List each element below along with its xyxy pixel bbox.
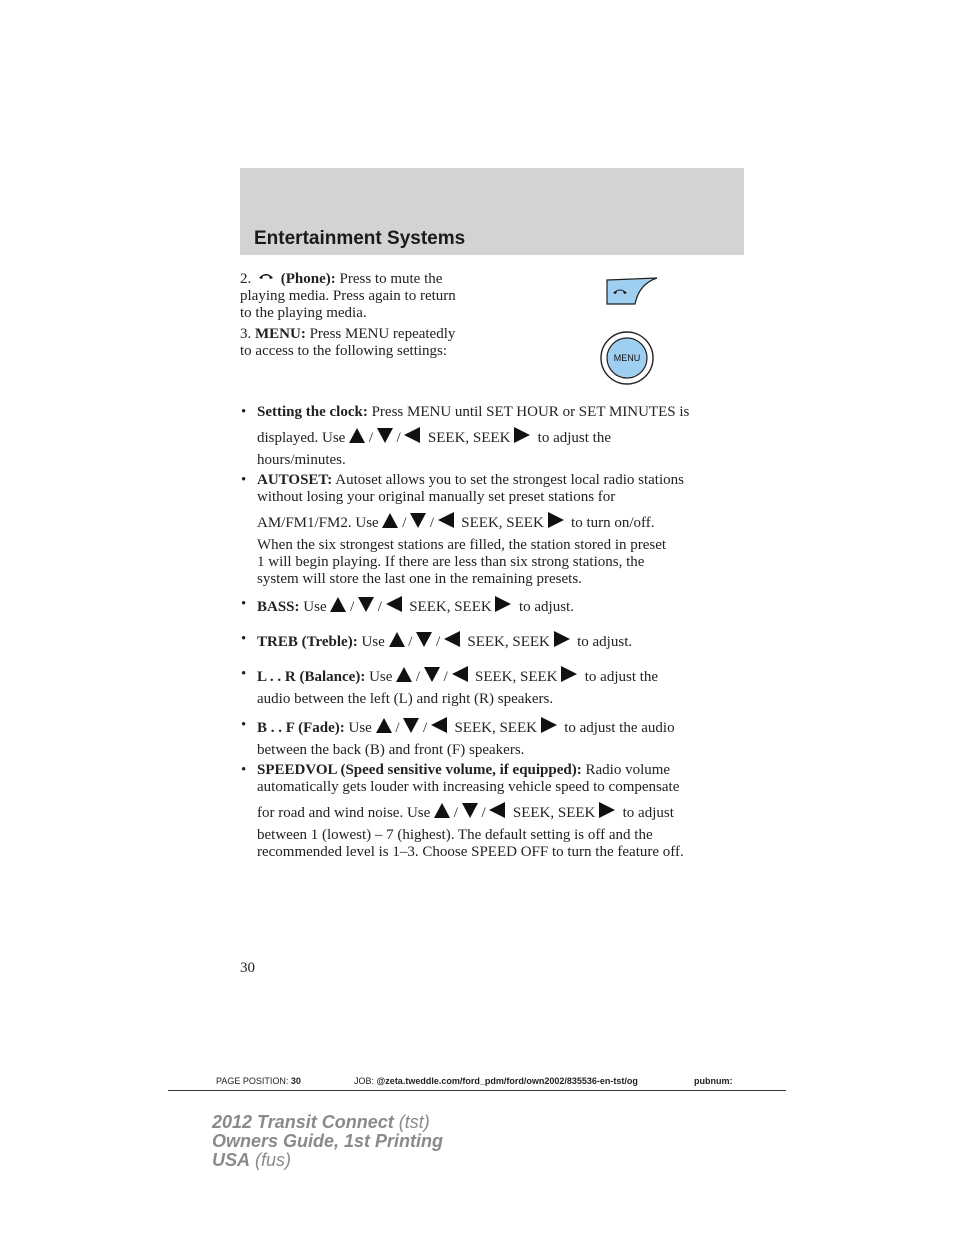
footer-divider xyxy=(168,1090,786,1091)
right-arrow-icon xyxy=(561,666,577,682)
down-arrow-icon xyxy=(403,718,419,733)
up-arrow-icon xyxy=(434,803,450,818)
right-arrow-icon xyxy=(548,512,564,528)
right-arrow-icon xyxy=(495,596,511,612)
section-title: Entertainment Systems xyxy=(254,228,466,249)
footer-job: JOB: @zeta.tweddle.com/ford_pdm/ford/own2002/835536-en-tst/og xyxy=(354,1076,638,1086)
right-arrow-icon xyxy=(541,717,557,733)
down-arrow-icon xyxy=(377,428,393,443)
menu-button-label: MENU xyxy=(613,353,641,363)
balance-item: L . . R (Balance): Use / / SEEK, SEEK to adjust the audio between the left (L) and right (R) speakers. xyxy=(257,666,747,708)
menu-button-illustration xyxy=(599,330,655,386)
up-arrow-icon xyxy=(376,718,392,733)
treble-item: TREB (Treble): Use / / SEEK, SEEK to adjust. xyxy=(257,631,747,651)
left-arrow-icon xyxy=(404,427,420,443)
down-arrow-icon xyxy=(462,803,478,818)
up-arrow-icon xyxy=(382,513,398,528)
phone-item: 2. (Phone): Press to mute the playing media. Press again to return to the playing media. xyxy=(240,271,456,321)
up-arrow-icon xyxy=(330,597,346,612)
bass-item: BASS: Use / / SEEK, SEEK to adjust. xyxy=(257,596,747,616)
phone-button-illustration xyxy=(605,276,661,306)
right-arrow-icon xyxy=(514,427,530,443)
right-arrow-icon xyxy=(599,802,615,818)
section-header xyxy=(240,168,744,255)
footer-page-position: PAGE POSITION: 30 xyxy=(216,1076,301,1086)
up-arrow-icon xyxy=(389,632,405,647)
down-arrow-icon xyxy=(416,632,432,647)
down-arrow-icon xyxy=(424,667,440,682)
left-arrow-icon xyxy=(452,666,468,682)
model-line-2: Owners Guide, 1st Printing xyxy=(212,1131,444,1151)
model-line-1: 2012 Transit Connect (tst) xyxy=(212,1112,430,1132)
phone-icon xyxy=(257,270,275,282)
speedvol-item: SPEEDVOL (Speed sensitive volume, if equipped): Radio volume automatically gets louder with increasing vehicle speed to compensate for road and wind noise. Use / / SEEK, SEEK to adjust between 1 (lowest) – 7 (highest). The default setting is off and the recommended level is 1–3. Choose SPEED OFF to turn the feature off. xyxy=(257,762,684,860)
left-arrow-icon xyxy=(438,512,454,528)
up-arrow-icon xyxy=(349,428,365,443)
menu-item: 3. MENU: Press MENU repeatedly to access to the following settings: xyxy=(240,326,456,359)
model-line-3: USA (fus) xyxy=(212,1150,292,1170)
page-number: 30 xyxy=(240,960,255,976)
left-arrow-icon xyxy=(431,717,447,733)
down-arrow-icon xyxy=(410,513,426,528)
right-arrow-icon xyxy=(554,631,570,647)
left-arrow-icon xyxy=(444,631,460,647)
footer-pubnum: pubnum: xyxy=(694,1076,733,1086)
down-arrow-icon xyxy=(358,597,374,612)
up-arrow-icon xyxy=(396,667,412,682)
clock-item: Setting the clock: Press MENU until SET HOUR or SET MINUTES is displayed. Use / / SEEK, SEEK to adjust the hours/minutes. xyxy=(257,404,690,468)
autoset-item: AUTOSET: Autoset allows you to set the strongest local radio stations without losing your original manually set preset stations for AM/FM1/FM2. Use / / SEEK, SEEK to turn on/off. When the six strongest stations are filled, the station stored in preset 1 will begin playing. If there are less than six strong stations, the system will store the last one in the remaining presets. xyxy=(257,472,684,587)
left-arrow-icon xyxy=(386,596,402,612)
fade-item: B . . F (Fade): Use / / SEEK, SEEK to adjust the audio between the back (B) and front (F) speakers. xyxy=(257,717,747,759)
left-arrow-icon xyxy=(489,802,505,818)
